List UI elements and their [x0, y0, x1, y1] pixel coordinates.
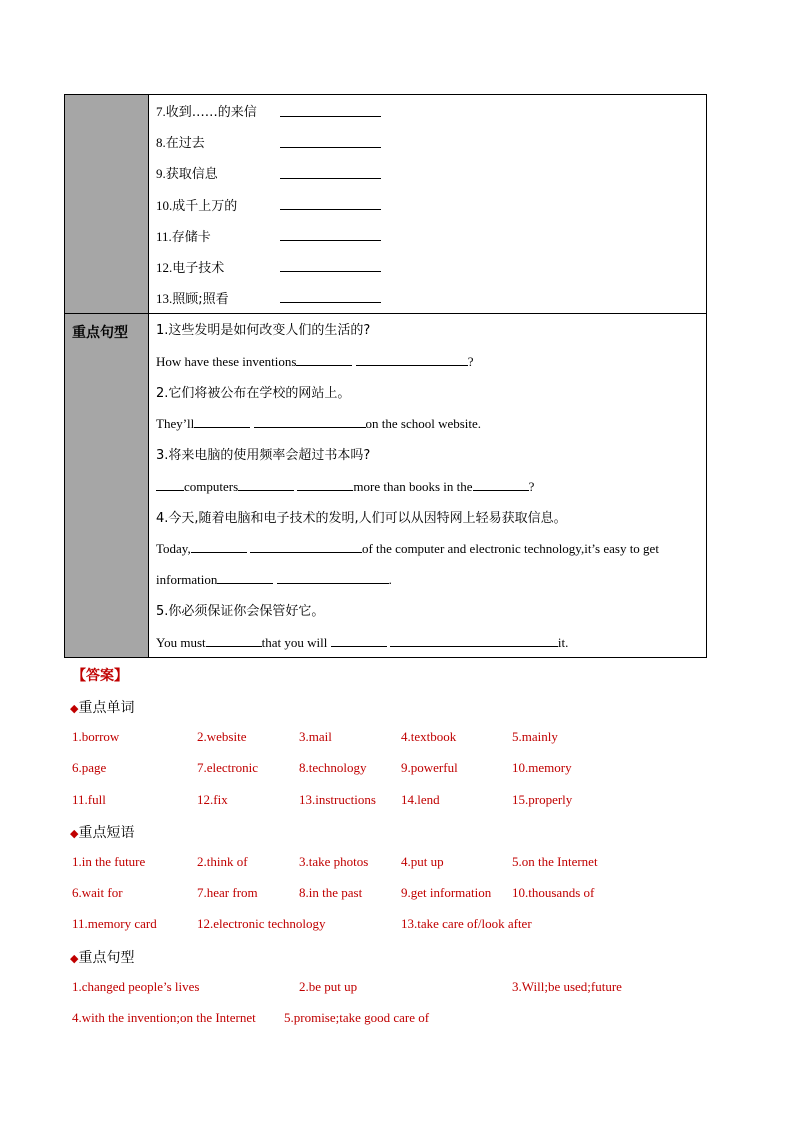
answer-item: 12.electronic technology	[197, 916, 326, 931]
answer-item: 14.lend	[401, 792, 440, 807]
phrase-blank[interactable]	[280, 293, 381, 303]
phrase-blank[interactable]	[280, 107, 381, 117]
sentence-cn: 4.今天,随着电脑和电子技术的发明,人们可以从因特网上轻易获取信息。	[156, 511, 567, 526]
answer-item: 8.in the past	[299, 885, 363, 900]
answer-item: 4.with the invention;on the Internet	[72, 1010, 256, 1025]
phrase-item: 7.收到……的来信	[156, 104, 257, 120]
answer-item: 1.changed people’s lives	[72, 979, 200, 994]
blank[interactable]	[250, 541, 362, 553]
sentences-label-cell	[65, 314, 149, 657]
blank[interactable]	[254, 416, 366, 428]
sentence-en: You must that you will it.	[156, 635, 569, 650]
blank[interactable]	[277, 572, 389, 584]
phrases-row	[65, 95, 706, 314]
answer-item: 15.properly	[512, 792, 573, 807]
answer-item: 2.be put up	[299, 979, 358, 994]
answer-item: 7.hear from	[197, 885, 258, 900]
phrase-item: 13.照顾;照看	[156, 291, 229, 307]
answer-item: 9.get information	[401, 885, 492, 900]
sentence-cn: 1.这些发明是如何改变人们的生活的?	[156, 323, 371, 338]
blank[interactable]	[194, 416, 250, 428]
exercise-table	[64, 94, 707, 658]
sentences-section-title: ◆重点句型	[70, 950, 135, 966]
sentence-cn: 2.它们将被公布在学校的网站上。	[156, 386, 351, 401]
answer-item: 6.page	[72, 760, 107, 775]
answer-item: 3.take photos	[299, 854, 369, 869]
answer-item: 1.in the future	[72, 854, 146, 869]
phrases-content	[150, 95, 706, 313]
answer-item: 5.promise;take good care of	[284, 1010, 430, 1025]
phrase-blank[interactable]	[280, 169, 381, 179]
sentence-en: Today, of the computer and electronic technology,it’s easy to get	[156, 541, 659, 556]
blank[interactable]	[191, 541, 247, 553]
diamond-icon: ◆	[70, 952, 79, 965]
answer-item: 5.on the Internet	[512, 854, 598, 869]
answer-item: 2.think of	[197, 854, 248, 869]
blank[interactable]	[206, 635, 262, 647]
phrase-item: 12.电子技术	[156, 260, 225, 276]
blank[interactable]	[390, 635, 558, 647]
phrase-blank[interactable]	[280, 138, 381, 148]
blank[interactable]	[331, 635, 387, 647]
answer-item: 3.Will;be used;future	[512, 979, 622, 994]
answer-item: 7.electronic	[197, 760, 258, 775]
blank[interactable]	[297, 479, 353, 491]
answer-item: 4.textbook	[401, 729, 457, 744]
sentence-en: information .	[156, 572, 392, 587]
sentence-en: They’ll on the school website.	[156, 416, 482, 431]
answer-item: 3.mail	[299, 729, 332, 744]
sentences-label: 重点句型	[72, 325, 128, 341]
phrases-section-title: ◆重点短语	[70, 825, 135, 841]
sentence-cn: 5.你必须保证你会保管好它。	[156, 604, 325, 619]
answer-item: 12.fix	[197, 792, 228, 807]
answer-item: 11.memory card	[72, 916, 157, 931]
answer-item: 10.memory	[512, 760, 572, 775]
blank[interactable]	[473, 479, 529, 491]
blank[interactable]	[356, 354, 468, 366]
answer-item: 11.full	[72, 792, 106, 807]
answer-item: 13.instructions	[299, 792, 376, 807]
phrase-item: 11.存储卡	[156, 229, 211, 245]
answer-item: 5.mainly	[512, 729, 558, 744]
sentence-en: How have these inventions ?	[156, 354, 474, 369]
phrase-item: 10.成千上万的	[156, 198, 238, 214]
answer-item: 4.put up	[401, 854, 444, 869]
diamond-icon: ◆	[70, 702, 79, 715]
phrase-item: 9.获取信息	[156, 166, 218, 182]
phrase-blank[interactable]	[280, 231, 381, 241]
phrase-blank[interactable]	[280, 200, 381, 210]
answer-item: 13.take care of/look after	[401, 916, 532, 931]
sentences-row	[65, 314, 706, 657]
answer-item: 8.technology	[299, 760, 367, 775]
blank[interactable]	[238, 479, 294, 491]
words-section-title: ◆重点单词	[70, 700, 135, 716]
diamond-icon: ◆	[70, 827, 79, 840]
answer-item: 1.borrow	[72, 729, 120, 744]
sentences-content	[150, 314, 706, 657]
blank[interactable]	[217, 572, 273, 584]
phrases-label-cell	[65, 95, 149, 313]
phrase-blank[interactable]	[280, 262, 381, 272]
answer-item: 9.powerful	[401, 760, 458, 775]
answer-item: 10.thousands of	[512, 885, 595, 900]
answer-item: 6.wait for	[72, 885, 123, 900]
answer-item: 2.website	[197, 729, 247, 744]
blank[interactable]	[296, 354, 352, 366]
answer-title: 【答案】	[72, 668, 128, 684]
phrase-item: 8.在过去	[156, 135, 205, 151]
sentence-cn: 3.将来电脑的使用频率会超过书本吗?	[156, 448, 371, 463]
sentence-en: computers more than books in the ?	[156, 479, 534, 495]
blank[interactable]	[156, 479, 184, 491]
